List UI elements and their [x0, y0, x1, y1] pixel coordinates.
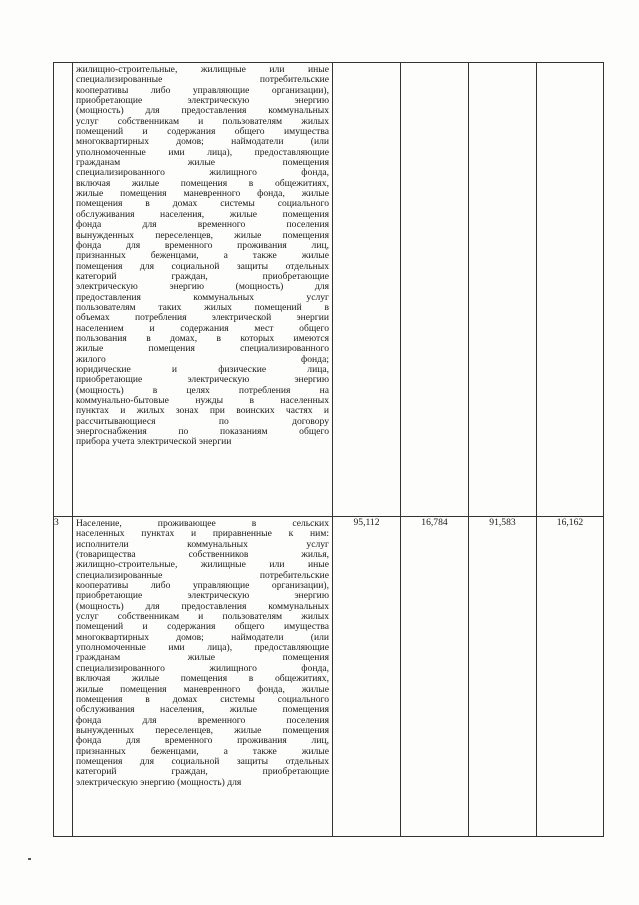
description-line: Население, проживающее в сельских [76, 518, 329, 529]
description-line: прибора учета электрической энергии [76, 436, 232, 448]
description-line: кооперативы либо управляющие организации), [76, 580, 329, 592]
description-line: помещений и содержания общего имущества [76, 126, 329, 138]
description-line: услуг собственникам и пользователям жилых [76, 611, 329, 623]
value-cell-1 [333, 63, 401, 517]
description-line: вынужденных переселенцев, жилые помещения [76, 229, 329, 241]
description-text [73, 63, 332, 449]
description-line: уполномоченные ими лица), предоставляющие [76, 642, 329, 654]
description-line: помещения в домах системы социального [76, 198, 329, 210]
description-line: многоквартирных домов; наймодатели (или [76, 136, 329, 148]
description-line: гражданам жилые помещения [76, 652, 329, 664]
description-line: приобретающие электрическую энергию [76, 374, 329, 386]
table-row-continuation [54, 63, 604, 517]
description-line: услуг собственникам и пользователям жилых [76, 115, 329, 127]
description-line: пунктах и жилых зонах при воинских частях и [76, 405, 329, 417]
description-line: (мощность) для предоставления коммунальных [76, 600, 329, 612]
value-cell-3: 91,583 [469, 517, 537, 837]
description-line: (мощность) в целях потребления на [76, 384, 329, 396]
value-cell-4 [537, 63, 604, 517]
description-line: коммунально-бытовые нужды в населенных [76, 395, 329, 406]
description-line: фонда для временного проживания лиц, [76, 239, 329, 251]
description-line: уполномоченные ими лица), предоставляющие [76, 146, 329, 158]
description-line: помещения для социальной защиты отдельных [76, 755, 329, 767]
description-line: жилые помещения маневренного фонда, жилые [76, 683, 329, 695]
description-line: специализированные потребительские [76, 569, 329, 581]
row-number-cell: 3 [54, 517, 73, 837]
description-line: включая жилые помещения в общежитиях, [76, 673, 329, 685]
value-cell-2: 16,784 [401, 517, 469, 837]
description-cell [73, 63, 333, 517]
value-cell-2 [401, 63, 469, 517]
description-line: кооперативы либо управляющие организации), [76, 84, 329, 96]
description-line: вынужденных переселенцев, жилые помещения [76, 724, 329, 736]
description-line: жилищно-строительные, жилищные или иные [76, 64, 329, 75]
description-line: предоставления коммунальных услуг [76, 291, 329, 303]
description-line: фонда для временного поселения [76, 219, 329, 231]
description-line: специализированного жилищного фонда, [76, 167, 329, 179]
description-line: жилищно-строительные, жилищные или иные [76, 559, 329, 571]
description-line: населенных пунктах и приравненные к ним: [76, 528, 329, 540]
description-line: жилые помещения маневренного фонда, жилые [76, 188, 329, 200]
table-row-3 [54, 517, 604, 837]
description-line: (мощность) для предоставления коммунальных [76, 105, 329, 117]
description-line: приобретающие электрическую энергию [76, 95, 329, 107]
description-cell [73, 517, 333, 837]
description-line: рассчитывающиеся по договору [76, 415, 329, 427]
description-line: объемах потребления электрической энергии [76, 312, 329, 324]
description-line: жилого фонда; [76, 353, 329, 365]
description-line: населением и содержания мест общего [76, 322, 329, 334]
description-text [73, 517, 332, 789]
description-line: энергоснабжения по показаниям общего [76, 426, 329, 438]
description-line: многоквартирных домов; наймодатели (или [76, 631, 329, 643]
description-line: специализированные потребительские [76, 74, 329, 86]
description-line: признанных беженцами, а также жилые [76, 250, 329, 262]
description-line: жилые помещения специализированного [76, 343, 329, 355]
description-line: исполнители коммунальных услуг [76, 538, 329, 550]
description-line: обслуживания населения, жилые помещения [76, 208, 329, 220]
description-line: электрическую энергию (мощность) для [76, 776, 242, 788]
description-line: электрическую энергию (мощность) для [76, 281, 329, 293]
description-line: признанных беженцами, а также жилые [76, 745, 329, 757]
value-cell-4: 16,162 [537, 517, 604, 837]
description-line: фонда для временного проживания лиц, [76, 735, 329, 747]
description-line: пользования в домах, в которых имеются [76, 332, 329, 344]
description-line: приобретающие электрическую энергию [76, 590, 329, 602]
description-line: категорий граждан, приобретающие [76, 766, 329, 778]
description-line: специализированного жилищного фонда, [76, 662, 329, 674]
description-line: обслуживания населения, жилые помещения [76, 704, 329, 716]
description-line: пользователям таких жилых помещений в [76, 301, 329, 313]
value-cell-1: 95,112 [333, 517, 401, 837]
row-number-cell [54, 63, 73, 517]
description-line: помещения для социальной защиты отдельных [76, 260, 329, 272]
value-cell-3 [469, 63, 537, 517]
description-line: (товарищества собственников жилья, [76, 549, 329, 561]
description-line: включая жилые помещения в общежитиях, [76, 177, 329, 189]
scan-mark [28, 858, 31, 860]
description-line: категорий граждан, приобретающие [76, 270, 329, 282]
description-line: фонда для временного поселения [76, 714, 329, 726]
tariff-table [53, 62, 604, 837]
description-line: юридические и физические лица, [76, 363, 329, 375]
description-line: помещений и содержания общего имущества [76, 621, 329, 633]
description-line: помещения в домах системы социального [76, 693, 329, 705]
description-line: гражданам жилые помещения [76, 157, 329, 169]
